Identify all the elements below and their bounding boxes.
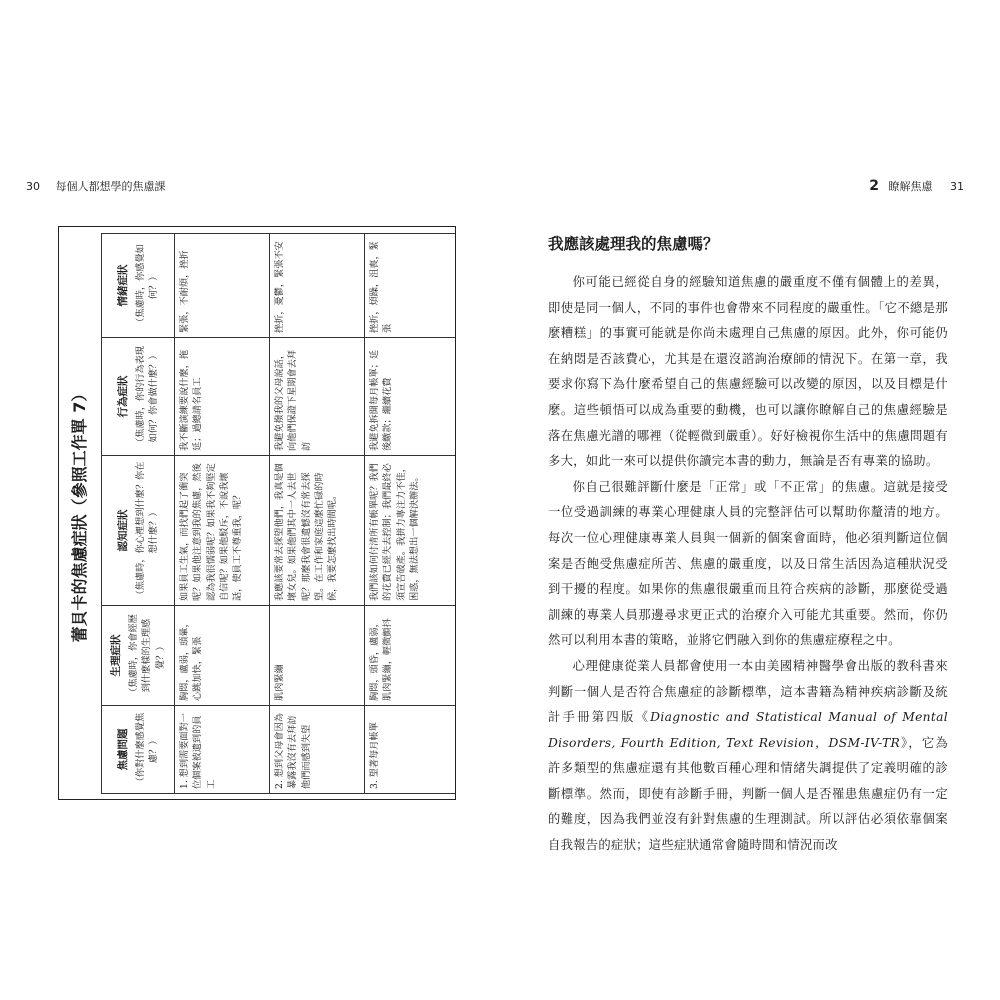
chapter-number: 2 (869, 178, 879, 194)
paragraph: 你自己很難評斷什麼是「正常」或「不正常」的焦慮。這就是接受一位受過訓練的專業心理健康人員的完整評估可以幫助你釐清的地方。每次一位心理健康專業人員與一個新的個案會面時，他必須判斷這位個案是否飽受焦慮症所苦、焦慮的嚴重度，以及日常生活因為這種狀況受到干擾的程度。如果你的焦慮很嚴重而且符合疾病的診斷，那麼從受過訓練的專業人員那邊尋求更正式的治療介入可能尤其重要。然而，你仍然可以利用本書的策略，並將它們融入到你的焦慮症療程之中。 (548, 479, 948, 648)
column-header-anxiety-problem (102, 706, 175, 794)
table-cell: 3. 望著每月帳單 (365, 706, 457, 794)
table-cell: 1. 想到需要面對一位個案被遺到的員工 (175, 706, 270, 794)
table-cell: 我應該要常去探望他們，我真是個壞女兒。如果他們其中一人去世呢？那麼我會很遺憾沒有常去探望。在工作和家庭這麼忙碌的時候，我要怎麼找出時間呢。 (270, 456, 365, 606)
table-cell: 如果員工生氣，而找們起了衝突呢？如果他注意到我的焦慮，然後認為我很懦弱呢？如果我不夠堅定自信呢？如果他駁斥，不說我壞話，使員工不尊重我，呢？ (175, 456, 270, 606)
table-cell: 我避免拆開每月帳單；延後繳款；繼續花費 (365, 338, 457, 456)
table-cell: 緊張，不耐煩，挫折 (175, 234, 270, 338)
table-cell: 胸悶，盧弱，頭暈，心跳加快，緊張 (175, 606, 270, 706)
right-page-body (548, 232, 948, 859)
section-title: 我應該處理我的焦慮嗎？ (548, 235, 719, 253)
column-title: 情緒症狀 (116, 264, 129, 307)
table-row (175, 234, 270, 794)
table-row (365, 234, 457, 794)
right-page-header (869, 178, 964, 194)
column-subtitle: （焦慮時，你感覺如何？） (134, 244, 160, 327)
paragraph-text: 心理健康從業人員都會使用一本由美國精神醫學會出版的教科書來判斷一個人是否符合焦慮症的診斷標準，這本書籍為精神疾病診斷及統計手冊第四版《 (548, 658, 948, 725)
symptom-table-frame (58, 226, 456, 800)
column-subtitle: （你對什麼感覺焦慮？） (134, 712, 160, 787)
table-cell: 我避免撥我的父母說話，向他們保證下星期會去拜訪 (270, 338, 365, 456)
column-subtitle: （焦慮時，你的行為表現如何？你會做什麼？） (134, 345, 160, 448)
table-cell: 挫折，憂鬱，緊張不安 (270, 234, 365, 338)
left-page-header (26, 178, 166, 194)
table-cell: 胸悶，頭昏，盧弱，肌肉緊繃，輕微顫抖 (365, 606, 457, 706)
column-title: 行為症狀 (116, 375, 129, 418)
chapter-title: 瞭解焦慮 (888, 180, 933, 193)
table-cell: 挫折，煩躁，沮喪，緊張 (365, 234, 457, 338)
right-page-number: 31 (950, 180, 964, 193)
rotated-table-container (59, 230, 451, 798)
table-cell: 我不斷演練要說什麼，拖延；過總請名員工 (175, 338, 270, 456)
table-title: 蕾貝卡的焦慮症狀（參照工作單 7） (70, 385, 89, 643)
symptom-table (101, 233, 456, 794)
column-subtitle: （焦慮時，你會經歷到什麼樣的生理感覺？） (128, 614, 166, 697)
dsm-book-title: Diagnostic and Statistical Manual of Mental Disorders, Fourth Edition, Text Revision，DSM-IV-TR (548, 710, 948, 750)
table-header-row (102, 234, 175, 794)
table-cell: 2. 想到父母會因為暴露我沒有去拜訪他們而感到失望 (270, 706, 365, 794)
column-title: 焦慮問題 (116, 728, 129, 771)
column-title: 生理症狀 (109, 634, 122, 677)
left-page-number: 30 (26, 180, 40, 193)
column-title: 認知症狀 (116, 509, 129, 552)
column-header-emotional (102, 234, 175, 338)
table-cell: 我們該如何付清所有帳單呢？我們的花費已經失去控制；我們最終必須宣告破產。我拼力專注力不佳，困惑，無法想出一個解決辦法。 (365, 456, 457, 606)
column-header-physical (102, 606, 175, 706)
book-title: 每個人都想學的焦慮課 (55, 180, 166, 193)
paragraph-text: 》，它為許多類型的焦慮症還有其他數百種心理和情緒失調提供了定義明確的診斷標準。然而，即使有診斷手冊，判斷一個人是否罹患焦慮症仍有一定的難度，因為我們並沒有針對焦慮的生理測試。所以評估必須依靠個案自我報告的症狀；這些症狀通常會隨時間和情況而改 (548, 735, 948, 853)
column-header-behavioral (102, 338, 175, 456)
table-cell: 肌肉緊繃 (270, 606, 365, 706)
paragraph (548, 654, 948, 859)
paragraph: 你可能已經從自身的經驗知道焦慮的嚴重度不僅有個體上的差異，即使是同一個人，不同的事件也會帶來不同程度的嚴重性。「它不總是那麼糟糕」的事實可能就是你尚未處理自己焦慮的原因。此外，你可能仍在納悶是否該費心，尤其是在還沒諮詢治療師的情況下。在第一章，我要求你寫下為什麼希望自己的焦慮經驗可以改變的原因，以及目標是什麼。這些頓悟可以成為重要的動機，也可以讓你瞭解自己的焦慮經驗是落在焦慮光譜的哪裡（從輕微到嚴重）。好好檢視你生活中的焦慮問題有多大，如此一來可以提供你讀完本書的動力，無論是否有專業的協助。 (548, 275, 948, 469)
table-row (270, 234, 365, 794)
column-subtitle: （焦慮時，你心裡想到什麼？你在想什麼？） (134, 461, 160, 600)
column-header-cognitive (102, 456, 175, 606)
